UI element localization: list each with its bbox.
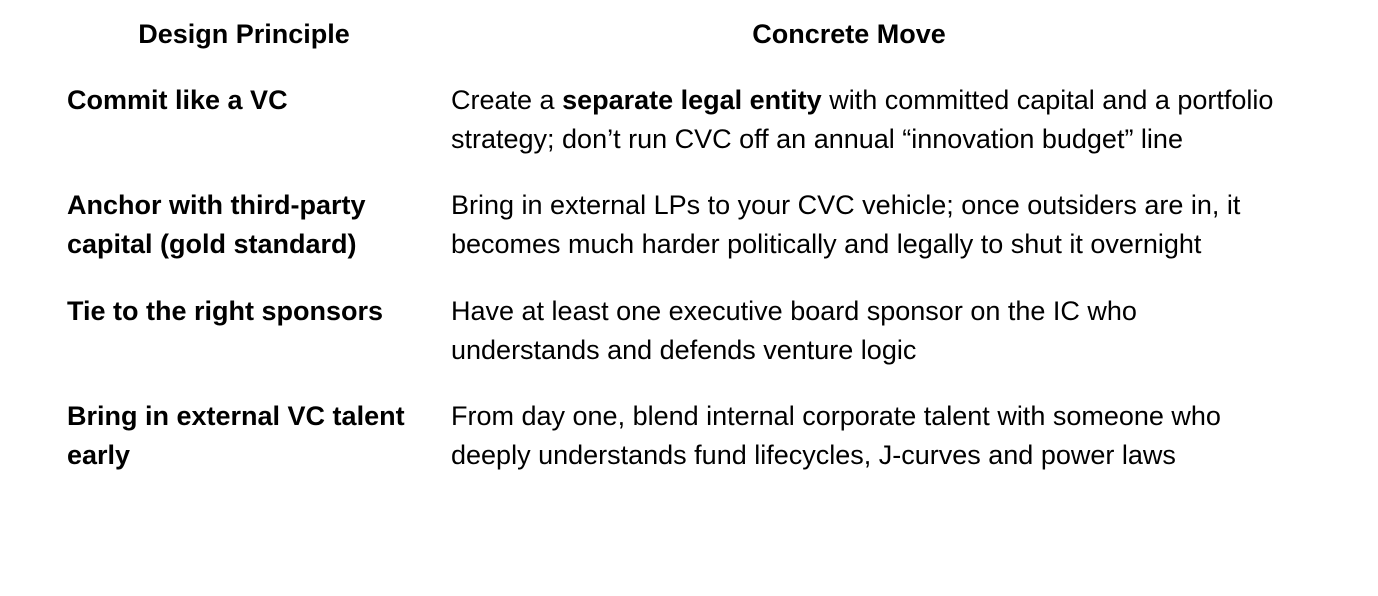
move-text-bold: separate legal entity [562, 85, 822, 115]
principle-cell: Bring in external VC talent early [67, 401, 405, 470]
table-row [44, 264, 1294, 370]
move-cell [428, 186, 1294, 264]
principle-cell: Tie to the right sponsors [67, 296, 384, 326]
move-text: Bring in external LPs to your CVC vehicle; once outsiders are in, it becomes much harder politically and legally to shut it overnight [451, 190, 1241, 259]
move-cell [428, 397, 1294, 475]
move-text: Create a [451, 85, 563, 115]
principle-cell: Anchor with third-party capital (gold standard) [67, 190, 366, 259]
move-text: From day one, blend internal corporate talent with someone who deeply understands fund lifecycles, J-curves and power laws [451, 401, 1221, 470]
table-row [44, 159, 1294, 264]
table-row [44, 66, 1294, 159]
move-text: with committed capital and a portfolio strategy; don’t run CVC off an annual “innovation budget” line [451, 85, 1274, 154]
header-concrete-move: Concrete Move [752, 19, 946, 49]
move-text: Have at least one executive board sponsor on the IC who understands and defends venture logic [451, 296, 1137, 365]
table-row [44, 370, 1294, 475]
design-principles-table [44, 0, 1294, 475]
move-cell [428, 81, 1294, 159]
table-header-row [44, 0, 1294, 66]
header-design-principle: Design Principle [138, 19, 350, 49]
move-cell [428, 292, 1294, 370]
principle-cell: Commit like a VC [67, 85, 288, 115]
